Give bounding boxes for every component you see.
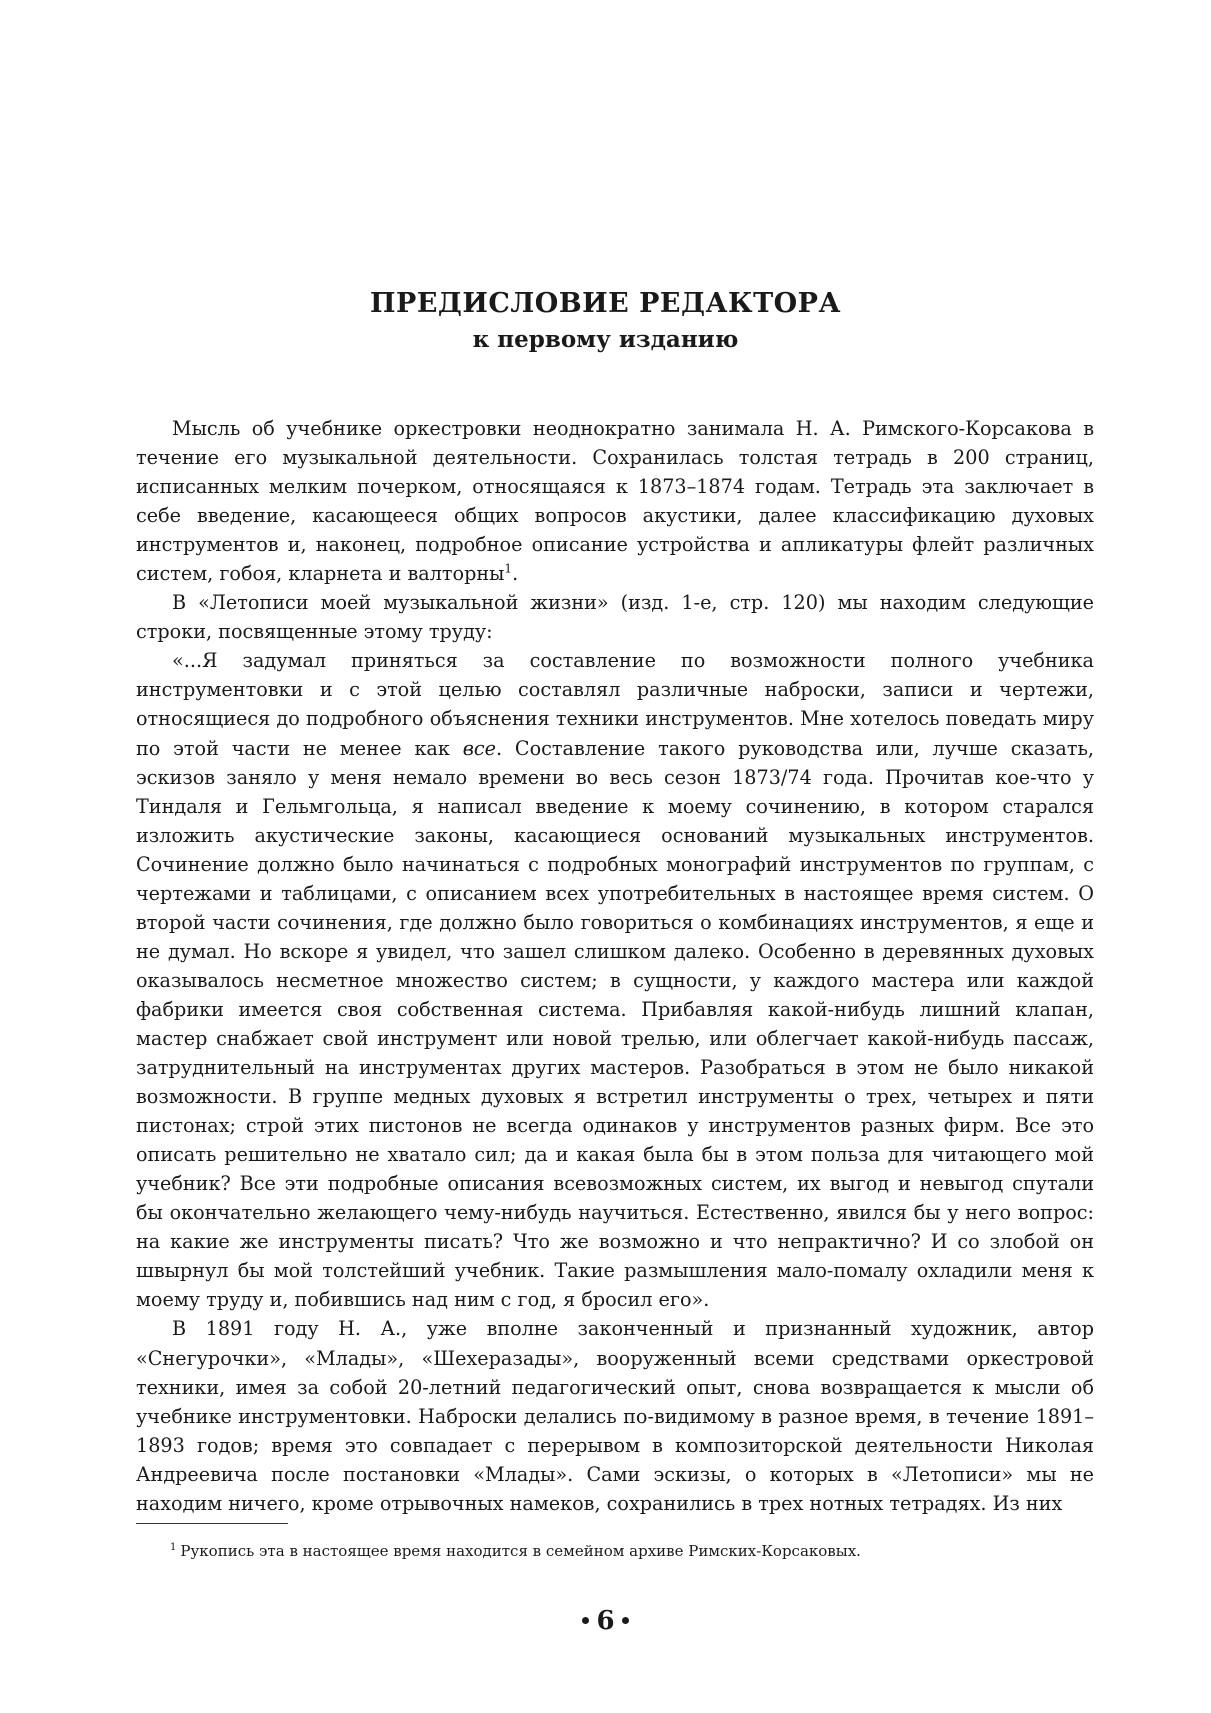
paragraph-3-quote xyxy=(136,646,1094,1314)
chapter-heading xyxy=(0,286,1211,356)
paragraph-2: В «Летописи моей музыкальной жизни» (изд. 1-е, стр. 120) мы находим следующие строки, посвященные этому труду: xyxy=(136,591,1094,644)
quote-emphasis: все xyxy=(462,736,496,760)
bullet-left-icon xyxy=(582,1617,589,1624)
page-number-value: 6 xyxy=(596,1606,615,1636)
footnote-marker: 1 xyxy=(170,1542,177,1553)
footnote-text: Рукопись эта в настоящее время находится в семейном архиве Римских-Корсаковых. xyxy=(180,1542,861,1560)
body-text xyxy=(136,414,1094,1518)
bullet-right-icon xyxy=(622,1617,629,1624)
quote-text-end: . Составление такого руководства или, лучше сказать, эскизов заняло у меня немало времени во весь сезон 1873/74 года. Прочитав кое-что у Тиндаля и Гельмгольца, я написал введение к моему сочинению, в котором старался изложить акустические законы, касающиеся оснований музыкальных инструментов. Сочинение должно было начинаться с подробных монографий инструментов по группам, с чертежами и таблицами, с описанием всех употребительных в настоящее время систем. О второй части сочинения, где должно было говориться о комбинациях инструментов, я еще и не думал. Но вскоре я увидел, что зашел слишком далеко. Особенно в деревянных духовых оказывалось несметное множество систем; в сущности, у каждого мастера или каждой фабрики имеется своя собственная система. Прибавляя какой-нибудь лишний клапан, мастер снабжает свой инструмент или новой трелью, или облегчает какой-нибудь пассаж, затруднительный на инструментах других мастеров. Разобраться в этом не было никакой возможности. В группе медных духовых я встретил инструменты о трех, четырех и пяти пистонах; строй этих пистонов не всегда одинаков у инструментов разных фирм. Все это описать решительно не хватало сил; да и какая была бы в этом польза для читающего мой учебник? Все эти подробные описания всевозможных систем, их выгод и невыгод спутали бы окончательно желающего чему-нибудь научиться. Естественно, явился бы у него вопрос: на какие же инструменты писать? Что же возможно и что непрактично? И со злобой он швырнул бы мой толстейший учебник. Такие размышления мало-помалу охладили меня к моему труду и, побившись над ним с год, я бросил его». xyxy=(136,736,1094,1312)
paragraph-1-text: Мысль об учебнике оркестровки неоднократно занимала Н. А. Римского-Корсакова в течение его музыкальной деятельности. Сохранилась толстая тетрадь в 200 страниц, исписанных мелким почерком, относящаяся к 1873–1874 годам. Тетрадь эта заключает в себе введение, касающееся общих вопросов акустики, далее классификацию духовых инструментов и, наконец, подробное описание устройства и апликатуры флейт различных систем, гобоя, кларнета и валторны xyxy=(136,417,1094,586)
chapter-title: ПРЕДИСЛОВИЕ РЕДАКТОРА xyxy=(370,288,841,319)
chapter-subtitle: к первому изданию xyxy=(472,326,739,353)
footnote-reference[interactable]: 1 xyxy=(504,561,513,576)
paragraph-4: В 1891 году Н. А., уже вполне законченный и признанный художник, автор «Снегурочки», «Млады», «Шехеразады», вооруженный всеми средствами оркестровой техники, имея за собой 20-летний педагогический опыт, снова возвращается к мысли об учебнике инструментовки. Наброски делались по-видимому в разное время, в течение 1891–1893 годов; время это совпадает с перерывом в композиторской деятельности Николая Андреевича после постановки «Млады». Сами эскизы, о которых в «Летописи» мы не находим ничего, кроме отрывочных намеков, сохранились в трех нотных тетрадях. Из них xyxy=(136,1317,1094,1515)
footnote-divider xyxy=(136,1523,288,1524)
quote-text-start: «...Я задумал приняться за составление по возможности полного учебника инструментовки и с этой целью составлял различные наброски, записи и чертежи, относящиеся до подробного объяснения техники инструментов. Мне хотелось поведать миру по этой части не менее как xyxy=(136,649,1094,760)
paragraph-1: Мысль об учебнике оркестровки неоднократно занимала Н. А. Римского-Корсакова в течение его музыкальной деятельности. Сохранилась толстая тетрадь в 200 страниц, исписанных мелким почерком, относящаяся к 1873–1874 годам. Тетрадь эта заключает в себе введение, касающееся общих вопросов акустики, далее классификацию духовых инструментов и, наконец, подробное описание устройства и апликатуры флейт различных систем, гобоя, кларнета и валторны$^1$. xyxy=(136,417,1094,586)
page-number xyxy=(0,1604,1211,1638)
footnote xyxy=(170,1540,1090,1562)
